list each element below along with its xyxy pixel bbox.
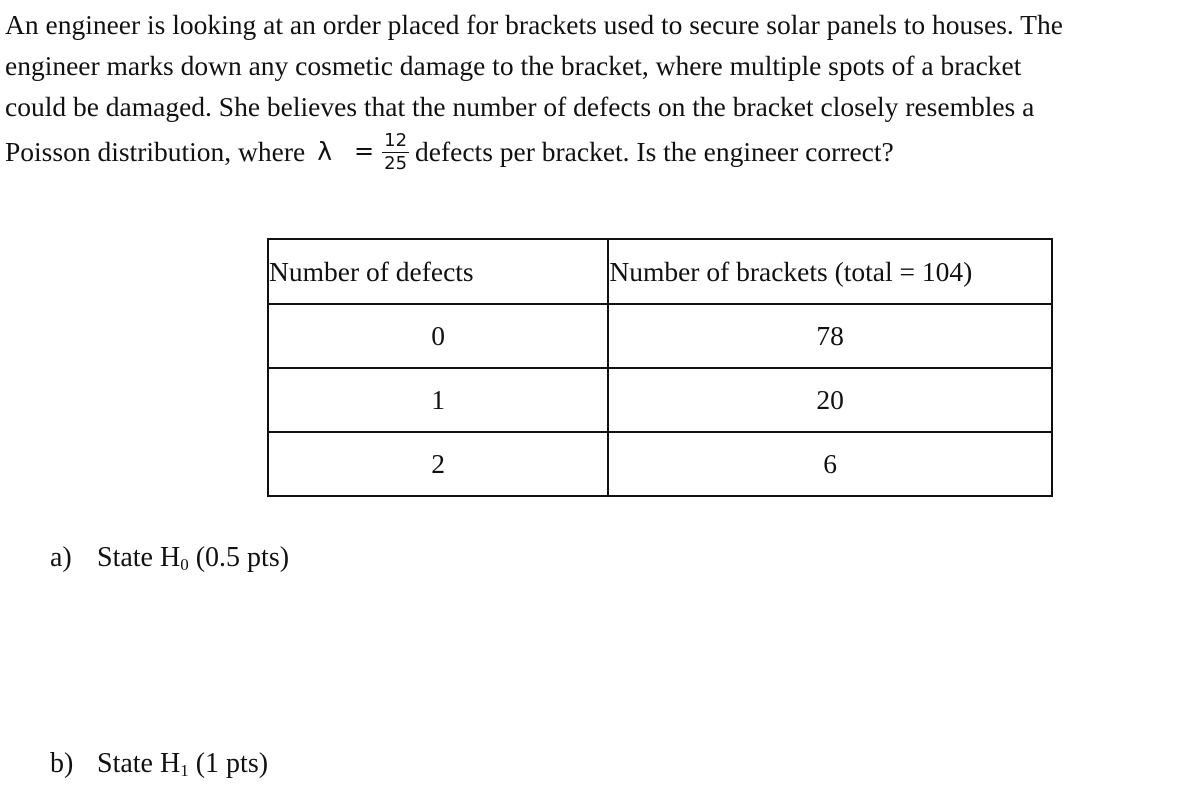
table-row [268,304,1052,368]
problem-line-1: An engineer is looking at an order placed for brackets used to secure solar panels to houses. The [5,9,1063,40]
question-a-letter: a) [50,542,72,573]
table-row [268,368,1052,432]
question-a-points: (0.5 pts) [188,542,290,573]
question-b-text: State H [97,748,181,779]
table-cell-brackets: 78 [608,304,1052,368]
question-a-text: State H [97,542,181,573]
problem-line-3: could be damaged. She believes that the number of defects on the bracket closely resembles a [5,91,1035,122]
table-cell-brackets: 20 [608,368,1052,432]
question-b [50,748,268,781]
fraction-numerator: 12 [384,130,408,151]
lambda-symbol: λ [317,137,333,166]
lambda-fraction [382,132,409,173]
table-cell-defects: 0 [268,304,608,368]
header-number-of-defects: Number of defects [268,239,608,304]
table-cell-defects: 1 [268,368,608,432]
question-b-points: (1 pts) [188,748,269,779]
question-a-subscript: 0 [180,555,189,574]
table-cell-defects: 2 [268,432,608,496]
question-b-subscript: 1 [180,761,189,780]
fraction-denominator: 25 [384,153,408,174]
question-a [50,542,289,575]
problem-line-4-start: Poisson distribution, where [5,136,306,167]
table-cell-brackets: 6 [608,432,1052,496]
defects-table [267,238,1053,497]
problem-line-2: engineer marks down any cosmetic damage to the bracket, where multiple spots of a bracket [5,50,1022,81]
table-header-row [268,239,1052,304]
question-b-letter: b) [50,748,74,779]
table-row [268,432,1052,496]
problem-line-4-end: defects per bracket. Is the engineer correct? [415,136,894,167]
header-number-of-brackets: Number of brackets (total = 104) [608,239,1052,304]
problem-line-4 [5,131,1195,172]
equals-sign: = [354,137,375,165]
problem-statement [5,4,1195,172]
